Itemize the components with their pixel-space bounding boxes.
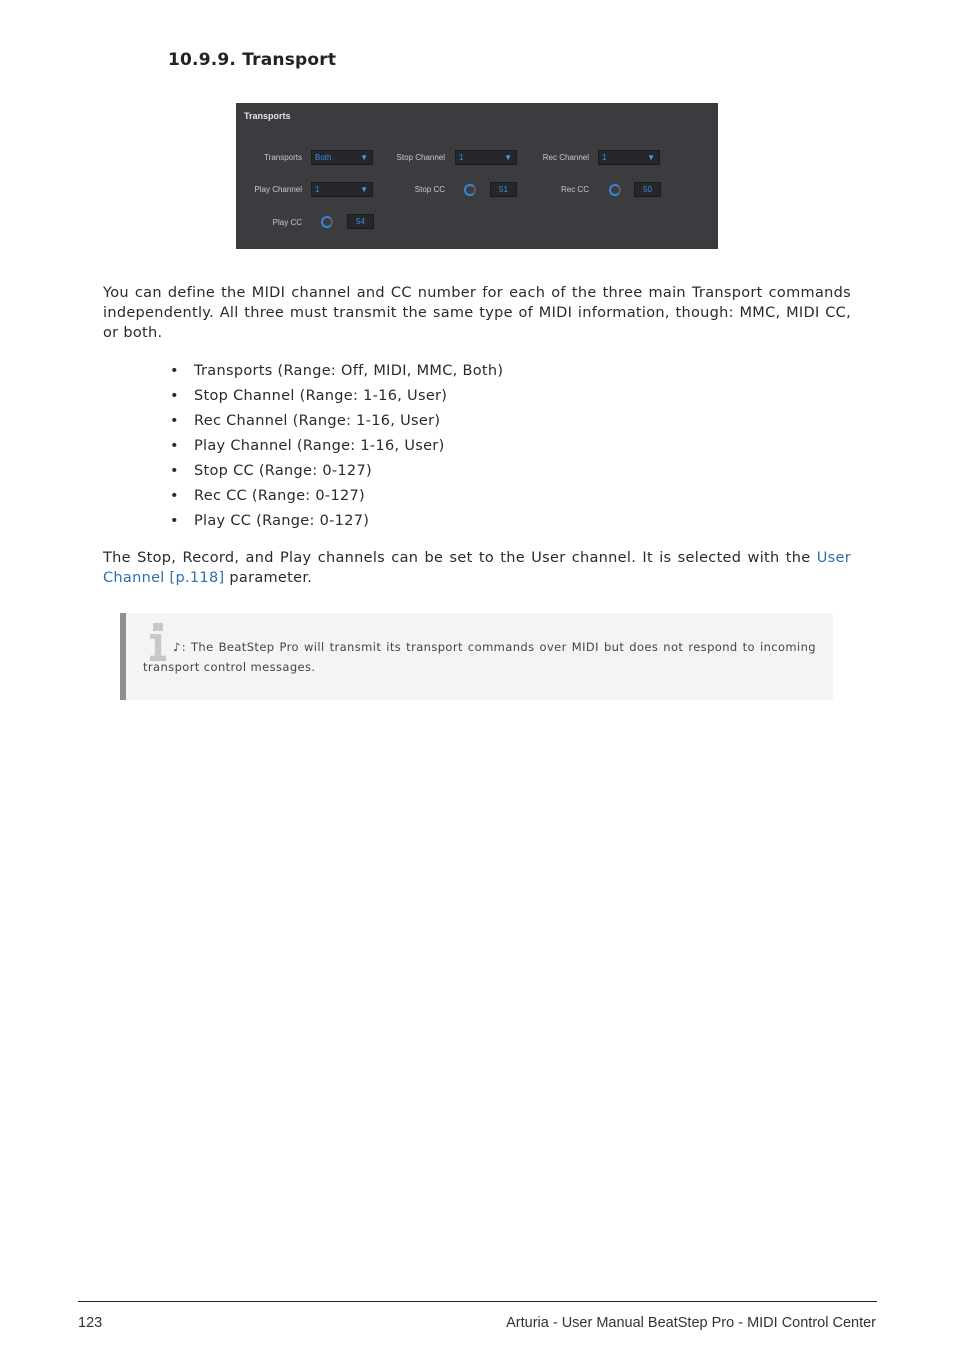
list-item-text: Stop Channel (Range: 1-16, User)	[194, 388, 448, 404]
user-channel-text-end: parameter.	[229, 569, 313, 586]
list-item: • Play CC (Range: 0-127)	[170, 513, 370, 529]
dropdown-arrow-icon: ▼	[647, 153, 655, 162]
stop-channel-label: Stop Channel	[396, 153, 445, 162]
transports-label: Transports	[264, 153, 302, 162]
page-number: 123	[78, 1315, 103, 1331]
stop-channel-value: 1	[459, 153, 464, 162]
user-channel-text: The Stop, Record, and Play channels can be set to the User channel. It is selected with the	[103, 550, 811, 566]
play-cc-knob-icon[interactable]	[321, 216, 333, 228]
stop-cc-value[interactable]: 51	[490, 182, 517, 197]
list-item-text: Transports (Range: Off, MIDI, MMC, Both)	[194, 363, 504, 379]
play-cc-value[interactable]: 54	[347, 214, 374, 229]
list-item-text: Play Channel (Range: 1-16, User)	[194, 438, 445, 454]
transports-screenshot	[236, 103, 718, 249]
list-item: • Play Channel (Range: 1-16, User)	[170, 438, 445, 454]
list-item: • Stop CC (Range: 0-127)	[170, 463, 372, 479]
list-item: • Transports (Range: Off, MIDI, MMC, Both)	[170, 363, 504, 379]
intro-paragraph: You can define the MIDI channel and CC number for each of the three main Transport commands independently. All three must transmit the same type of MIDI information, though: MMC, MIDI CC, or both.	[103, 285, 851, 341]
dropdown-arrow-icon: ▼	[360, 153, 368, 162]
rec-channel-value: 1	[602, 153, 607, 162]
list-item-text: Rec Channel (Range: 1-16, User)	[194, 413, 441, 429]
footer-divider	[78, 1301, 877, 1302]
note-text: ♪: The BeatStep Pro will transmit its transport commands over MIDI but does not respond to incoming transport control messages.	[143, 640, 816, 674]
stop-cc-knob-icon[interactable]	[464, 184, 476, 196]
transports-value: Both	[315, 153, 332, 162]
section-heading: 10.9.9. Transport	[168, 50, 337, 70]
user-channel-paragraph	[103, 549, 851, 589]
transports-select[interactable]	[311, 150, 373, 165]
play-cc-label: Play CC	[272, 218, 302, 227]
range-list	[170, 360, 503, 535]
play-channel-value: 1	[315, 185, 320, 194]
rec-channel-select[interactable]	[598, 150, 660, 165]
footer-title: Arturia - User Manual BeatStep Pro - MIDI Control Center	[506, 1315, 876, 1331]
dropdown-arrow-icon: ▼	[360, 185, 368, 194]
info-note	[120, 613, 833, 700]
stop-channel-select[interactable]	[455, 150, 517, 165]
list-item-text: Stop CC (Range: 0-127)	[194, 463, 372, 479]
rec-cc-value[interactable]: 50	[634, 182, 661, 197]
play-channel-label: Play Channel	[254, 185, 302, 194]
panel-title: Transports	[244, 111, 291, 121]
list-item-text: Rec CC (Range: 0-127)	[194, 488, 365, 504]
play-channel-select[interactable]	[311, 182, 373, 197]
list-item: • Rec CC (Range: 0-127)	[170, 488, 365, 504]
rec-channel-label: Rec Channel	[542, 153, 589, 162]
stop-cc-label: Stop CC	[414, 185, 445, 194]
user-channel-link[interactable]: User Channel [p.118]	[103, 550, 851, 586]
dropdown-arrow-icon: ▼	[504, 153, 512, 162]
rec-cc-knob-icon[interactable]	[609, 184, 621, 196]
list-item-text: Play CC (Range: 0-127)	[194, 513, 370, 529]
list-item: • Rec Channel (Range: 1-16, User)	[170, 413, 441, 429]
rec-cc-label: Rec CC	[560, 185, 589, 194]
list-item: • Stop Channel (Range: 1-16, User)	[170, 388, 448, 404]
